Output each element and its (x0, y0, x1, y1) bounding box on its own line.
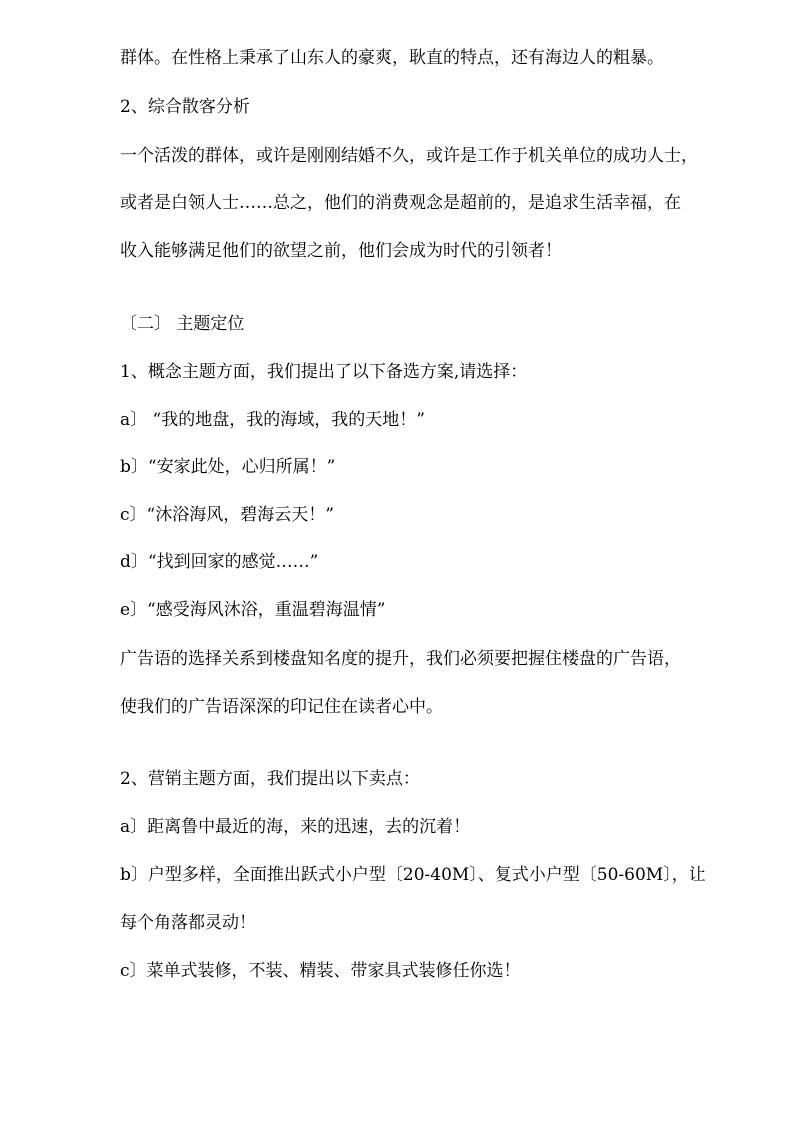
paragraph-line: 一个活泼的群体，或许是刚刚结婚不久，或许是工作于机关单位的成功人士， (120, 146, 698, 166)
list-item: b〕户型多样，全面推出跃式小户型〔20-40M〕、复式小户型〔50-60M〕，让 (120, 865, 706, 885)
section-heading: 2、综合散客分析 (120, 97, 250, 117)
list-item: c〕菜单式装修，不装、精装、带家具式装修任你选！ (120, 961, 521, 981)
list-item: c〕“沐浴海风，碧海云天！” (120, 505, 334, 525)
paragraph-line: 群体。在性格上秉承了山东人的豪爽，耿直的特点，还有海边人的粗暴。 (120, 48, 664, 68)
section-heading: 2、营销主题方面，我们提出以下卖点： (120, 769, 420, 789)
paragraph-line: 广告语的选择关系到楼盘知名度的提升，我们必须要把握住楼盘的广告语， (120, 649, 681, 669)
paragraph-line: 收入能够满足他们的欲望之前，他们会成为时代的引领者！ (120, 241, 562, 261)
paragraph-line: 每个角落都灵动！ (120, 913, 256, 933)
list-item: d〕“找到回家的感觉……” (120, 552, 319, 572)
paragraph-line: 使我们的广告语深深的印记住在读者心中。 (120, 697, 443, 717)
list-item: a〕 “我的地盘，我的海域，我的天地！” (120, 410, 425, 430)
list-item: a〕距离鲁中最近的海，来的迅速，去的沉着！ (120, 817, 471, 837)
list-item: e〕“感受海风沐浴，重温碧海温情” (120, 600, 386, 620)
section-heading: 1、概念主题方面，我们提出了以下备选方案,请选择： (120, 362, 528, 382)
list-item: b〕“安家此处，心归所属！” (120, 457, 336, 477)
section-heading: 〔二〕 主题定位 (120, 314, 245, 334)
paragraph-line: 或者是白领人士……总之，他们的消费观念是超前的，是追求生活幸福，在 (120, 193, 681, 213)
